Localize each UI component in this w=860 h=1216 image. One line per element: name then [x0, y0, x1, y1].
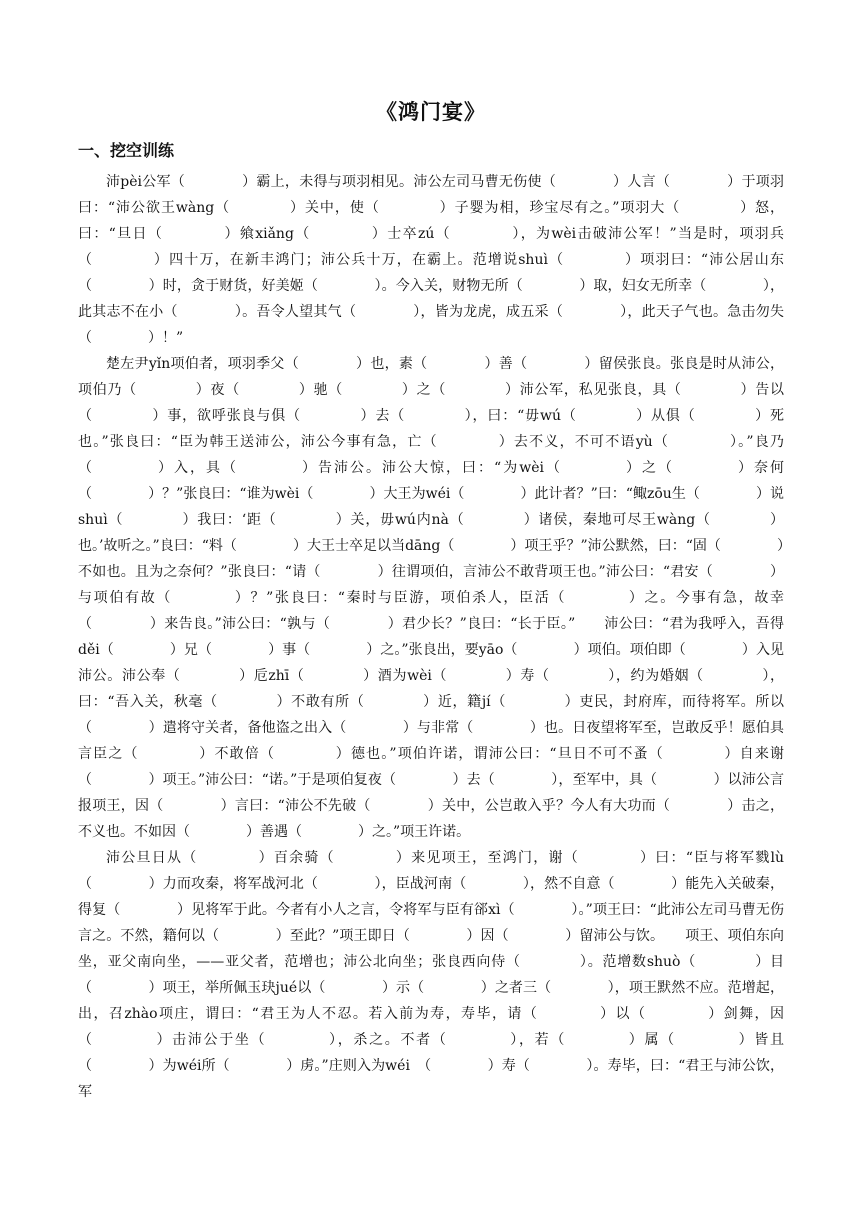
paragraph-text: 沛pèi公军（ ）霸上，未得与项羽相见。沛公左司马曹无伤使（ ）人言（ ）于项羽曰：“沛公欲王wàng（ ）关中，使（ ）子婴为相，珍宝尽有之。”项羽大（ ）怒，曰：“旦日（ ）飨xiǎng（ ）士卒zú（ ），为wèi击破沛公军！”当是时，项羽兵（ ）四十万，在新丰鸿门；沛公兵十万，在霸上。范增说shuì（ ）项羽曰：“沛公居山东（ ）时，贪于财货，好美姬（ ）。今入关，财物无所（ ）取，妇女无所幸（ ），此其志不在小（ ）。吾令人望其气（ ），皆为龙虎，成五采（ ），此天子气也。急击勿失（ ）！” [78, 174, 784, 346]
paragraph-text: 沛公旦日从（ ）百余骑（ ）来见项王，至鸿门，谢（ ）曰：“臣与将军戮lù（ ）力而攻秦，将军战河北（ ），臣战河南（ ），然不自意（ ）能先入关破秦，得复（ ）见将军于此。今者有小人之言，令将军与臣有郤xì（ ）。”项王曰：“此沛公左司马曹无伤言之。不然，籍何以（ ）至此？”项王即日（ ）因（ ）留沛公与饮。 项王、项伯东向坐，亚父南向坐，——亚父者，范增也；沛公北向坐；张良西向侍（ ）。范增数shuò（ ）目（ ）项王，举所佩玉玦jué以（ ）示（ ）之者三（ ），项王默然不应。范增起，出，召zhào项庄，谓曰：“君王为人不忍。若入前为寿，寿毕，请（ ）以（ ）剑舞，因（ ）击沛公于坐（ ），杀之。不者（ ），若（ ）属（ ）皆且（ ）为wéi所（ ）虏。”庄则入为wéi （ ）寿（ ）。寿毕，曰：“君王与沛公饮，军 [78, 850, 784, 1100]
page-title: 《鸿门宴》 [376, 99, 486, 124]
worksheet-page [78, 96, 784, 1105]
paragraph-2 [78, 351, 784, 845]
paragraph-1 [78, 169, 784, 351]
paragraph-text: 楚左尹yǐn项伯者，项羽季父（ ）也，素（ ）善（ ）留侯张良。张良是时从沛公，项伯乃（ ）夜（ ）驰（ ）之（ ）沛公军，私见张良，具（ ）告以（ ）事，欲呼张良与俱（ ）去（ ），曰：“毋wú（ ）从俱（ ）死也。”张良曰：“臣为韩王送沛公，沛公今事有急，亡（ ）去不义，不可不语yù（ ）。”良乃（ ）入，具（ ）告沛公。沛公大惊，曰：“为wèi（ ）之（ ）奈何（ ）？”张良曰：“谁为wèi（ ）大王为wéi（ ）此计者？”曰：“鲰zōu生（ ）说shuì（ ）我曰：‘距（ ）关，毋wú内nà（ ）诸侯，秦地可尽王wàng（ ）也。’故听之。”良曰：“料（ ）大王士卒足以当dāng（ ）项王乎？”沛公默然，曰：“固（ ）不如也。且为之奈何？”张良曰：“请（ ）往谓项伯，言沛公不敢背项王也。”沛公曰：“君安（ ）与项伯有故（ ）？”张良曰：“秦时与臣游，项伯杀人，臣活（ ）之。今事有急，故幸（ ）来告良。”沛公曰：“孰与（ ）君少长？”良曰：“长于臣。” 沛公曰：“君为我呼入，吾得děi（ ）兄（ ）事（ ）之。”张良出，要yāo（ ）项伯。项伯即（ ）入见沛公。沛公奉（ ）卮zhī（ ）酒为wèi（ ）寿（ ），约为婚姻（ ），曰：“吾入关，秋毫（ ）不敢有所（ ）近，籍jí（ ）吏民，封府库，而待将军。所以（ ）遣将守关者，备他盗之出入（ ）与非常（ ）也。日夜望将军至，岂敢反乎！愿伯具言臣之（ ）不敢倍（ ）德也。”项伯许诺，谓沛公曰：“旦日不可不蚤（ ）自来谢（ ）项王。”沛公曰：“诺。”于是项伯复夜（ ）去（ ），至军中，具（ ）以沛公言报项王，因（ ）言曰：“沛公不先破（ ）关中，公岂敢入乎？今人有大功而（ ）击之，不义也。不如因（ ）善遇（ ）之。”项王许诺。 [78, 356, 784, 840]
section-heading: 一、挖空训练 [78, 141, 175, 160]
paragraph-3 [78, 845, 784, 1105]
